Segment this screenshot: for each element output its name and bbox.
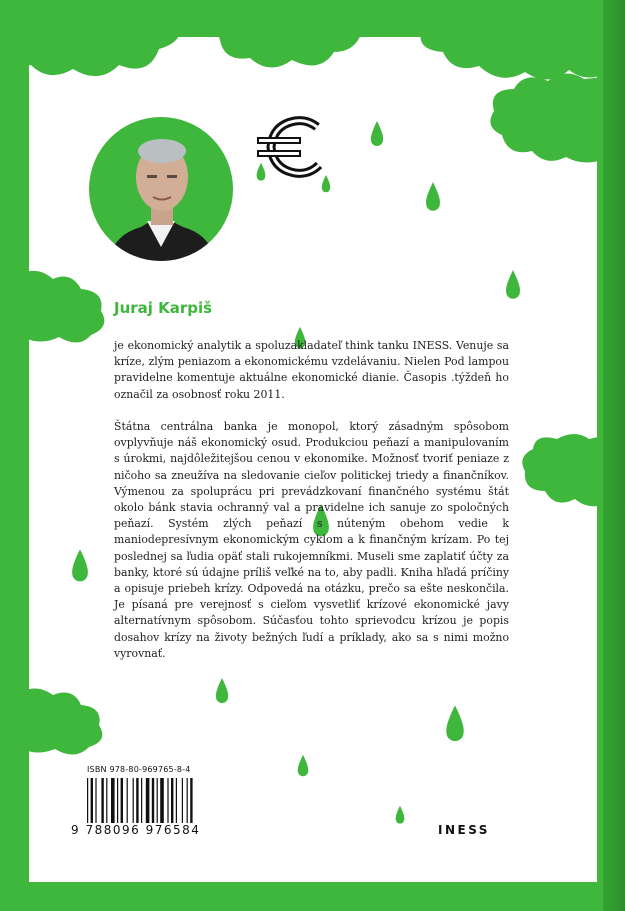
euro-icon <box>255 115 333 179</box>
cloud-top-middle-icon <box>214 37 364 77</box>
barcode-icon <box>86 778 204 823</box>
cloud-left-lower-icon <box>29 687 109 757</box>
raindrop-icon <box>445 701 465 747</box>
cloud-right-middle-icon <box>517 429 597 509</box>
cloud-right-upper-icon <box>484 67 597 167</box>
publisher-logo: INESS <box>438 823 490 837</box>
author-name: Juraj Karpiš <box>114 299 213 317</box>
cloud-top-left-icon <box>29 37 189 89</box>
raindrop-icon <box>71 545 89 587</box>
raindrop-icon <box>370 121 384 147</box>
raindrop-icon <box>395 805 405 825</box>
raindrop-icon <box>505 265 521 305</box>
book-blurb: Štátna centrálna banka je monopol, ktorý zásadným spôsobom ovplyvňuje náš ekonomický osud. Produkciou peňazí a manipulovaním s úrokmi, najdôležitejšou cenou v ekonomike. Možnosť tvoriť peniaze z ničoho sa zneužíva na sledovanie cieľov politickej triedy a finančníkov. Výmenou za spoluprácu pri prevádzkovaní finančného systému štát okolo bánk stavia ochranný val a pravidelne ich sanuje zo spoločných peňazí. Systém zlých peňazí s núteným obehom vedie k maniodepresívnym ekonomickým cyklom a k finančným krízam. Po tej poslednej sa ľudia opäť stali rukojemníkmi. Museli sme zaplatiť účty za banky, ktoré sú údajne príliš veľké na to, aby padli. Kniha hľadá príčiny a opisuje priebeh krízy. Odpovedá na otázku, prečo sa ešte neskončila. Je písaná pre verejnosť s cieľom vysvetliť krízové ekonomické javy alternatívnym spôsobom. Súčasťou tohto sprievodcu krízou je popis dosahov krízy na životy bežných ľudí a príklady, ako sa s nimi možno vyrovnať. <box>114 420 509 660</box>
author-bio: je ekonomický analytik a spoluzakladateľ think tanku INESS. Venuje sa krízе, zlým peniazom a ekonomickému vzdelávaniu. Nielen Pod lampou pravidelne komentuje aktuálne ekonomické dianie. Časopis .týždeň ho označil za osobnosť roku 2011. <box>114 339 509 401</box>
author-portrait <box>89 117 233 261</box>
raindrop-icon <box>215 675 229 707</box>
raindrop-icon <box>425 179 441 215</box>
cloud-left-middle-icon <box>29 269 109 344</box>
raindrop-icon <box>297 752 309 780</box>
isbn-label: ISBN 978-80-969765-8-4 <box>87 765 191 774</box>
spine-edge <box>603 0 625 911</box>
isbn-digits: 9 788096 976584 <box>71 823 201 837</box>
person-silhouette-icon <box>89 117 233 261</box>
